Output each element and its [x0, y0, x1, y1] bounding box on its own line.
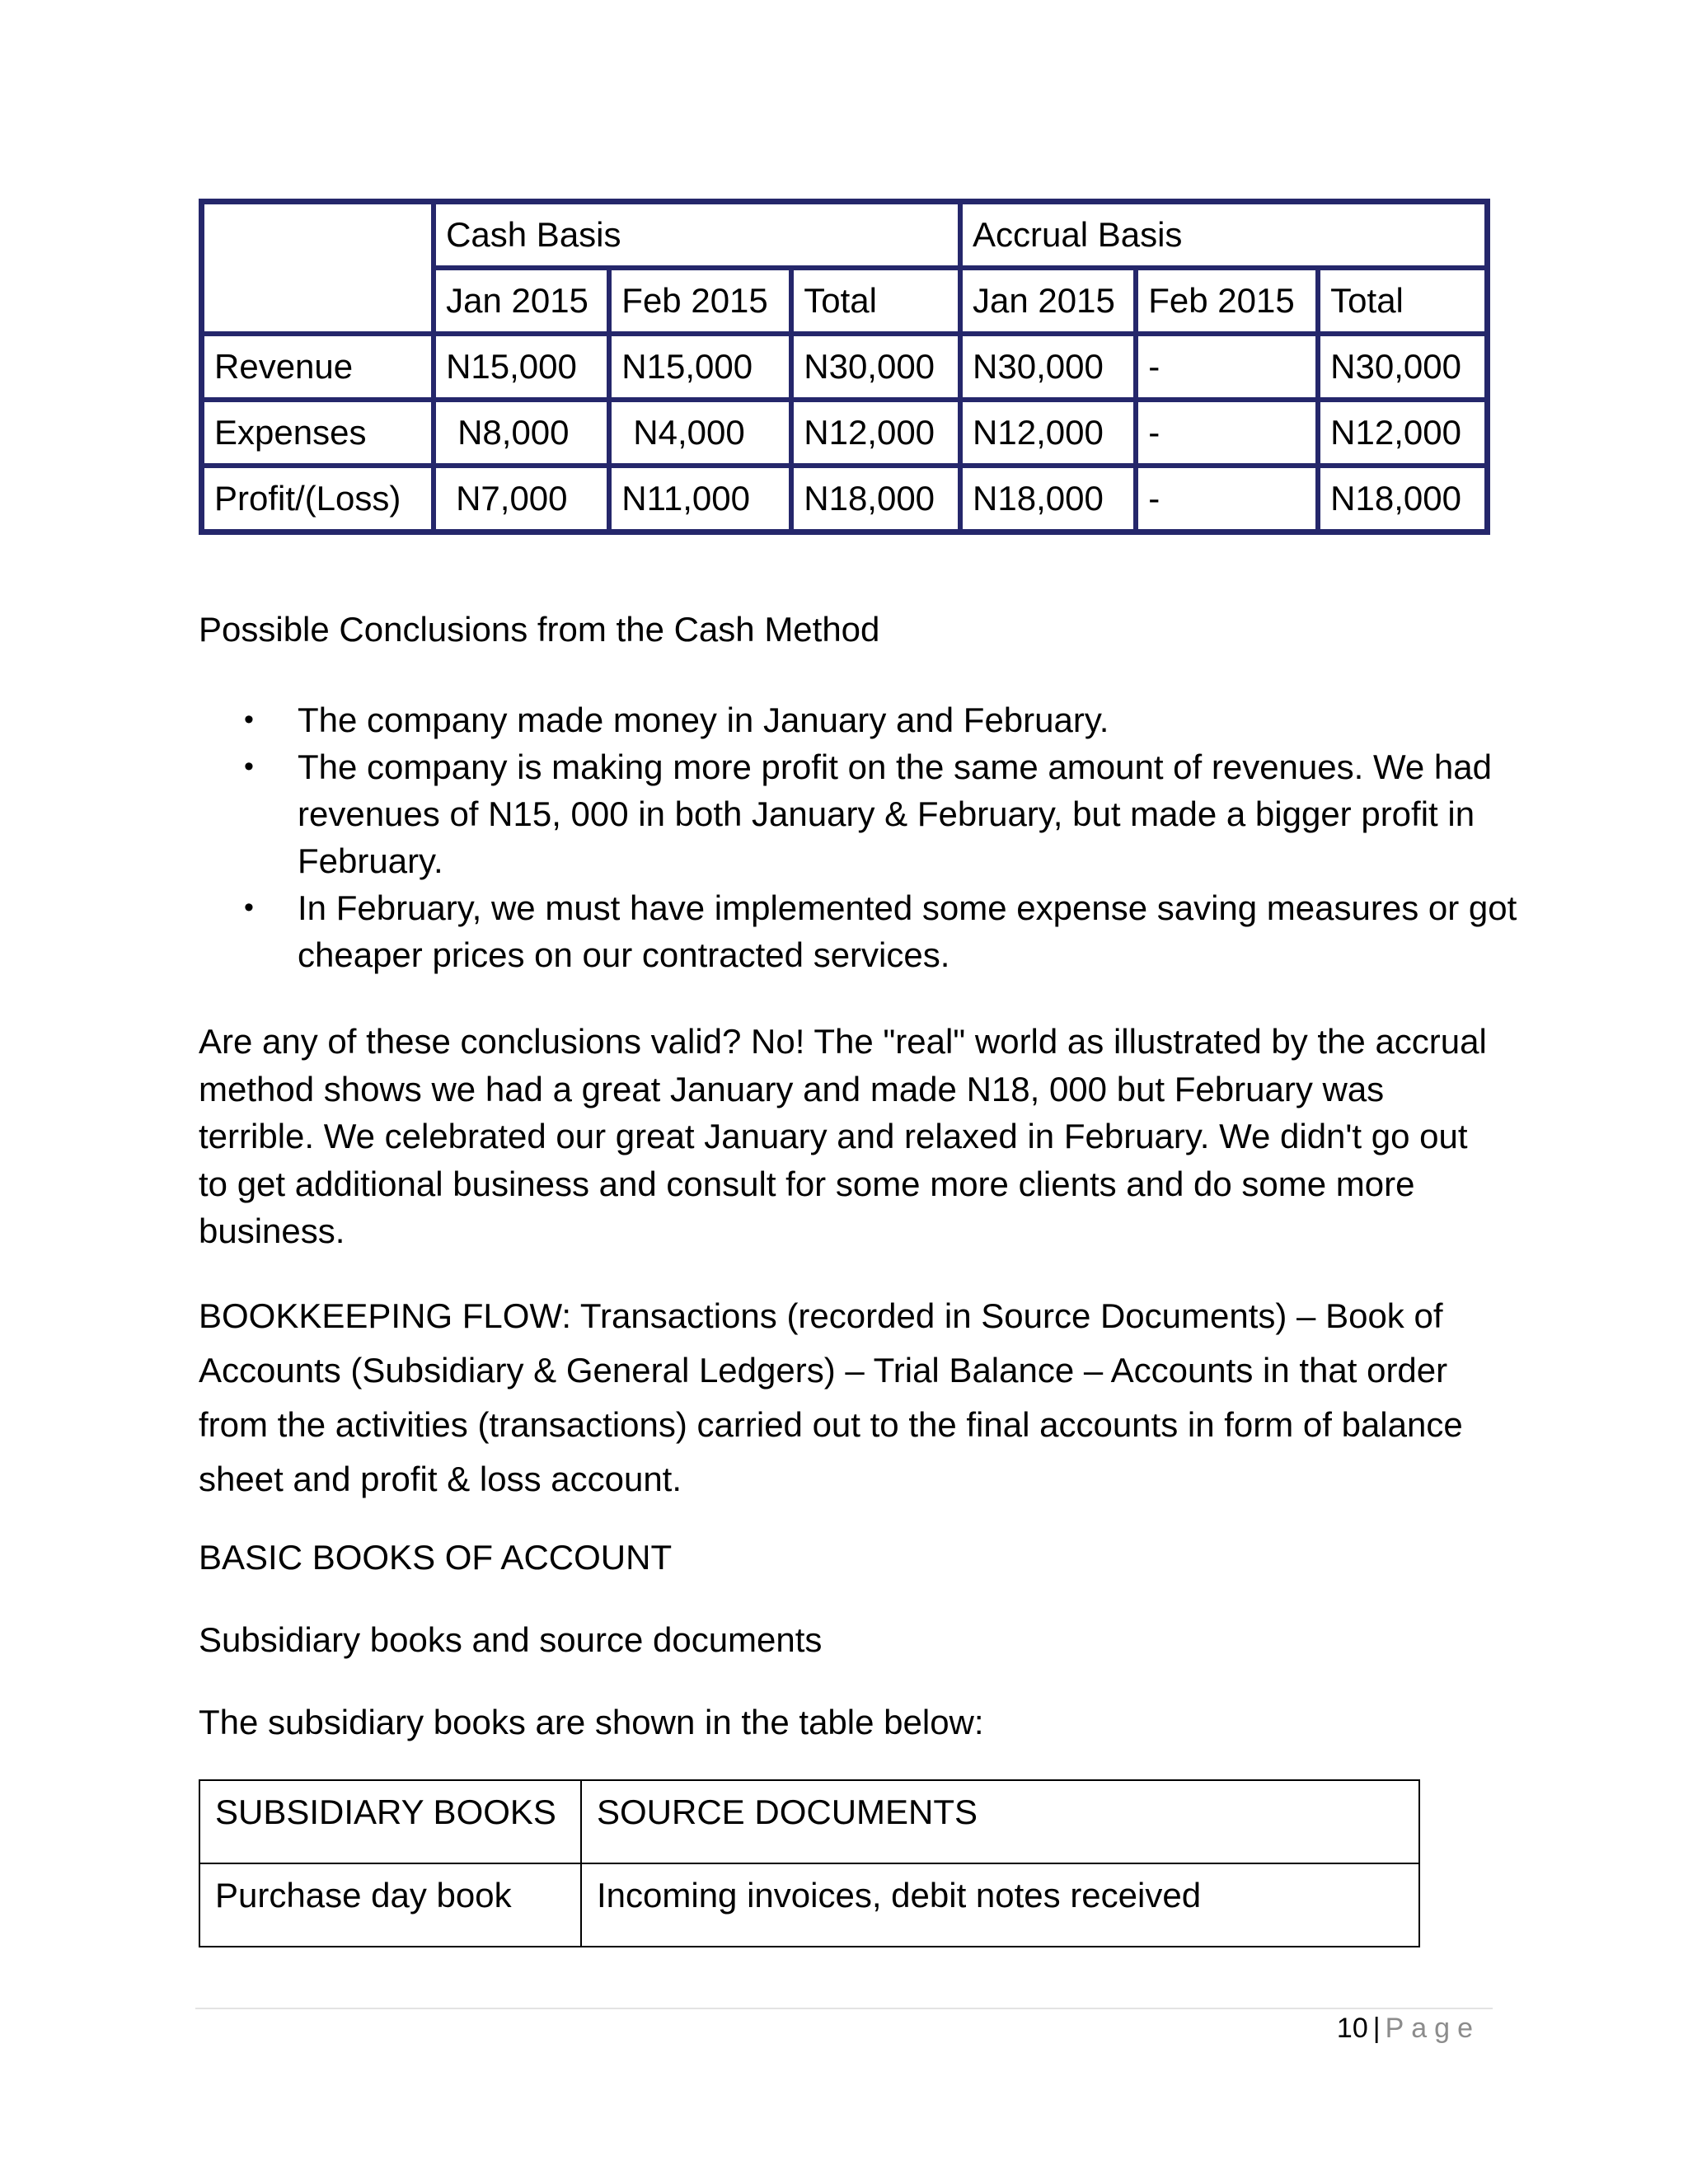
list-item: • The company made money in January and February. [298, 696, 1592, 743]
page-footer [1337, 2013, 1480, 2045]
subsidiary-books-table [199, 1779, 1420, 1947]
table-header-row [202, 202, 1487, 268]
table-cell: Incoming invoices, debit notes received [581, 1863, 1419, 1947]
table-row-expenses [202, 400, 1487, 466]
table-cell: N18,000 [791, 466, 960, 532]
subheader-cell: Total [791, 268, 960, 334]
conclusions-list [199, 696, 1592, 978]
table-cell: N15,000 [609, 334, 791, 400]
row-label: Expenses [202, 400, 434, 466]
table-cell: N18,000 [1318, 466, 1487, 532]
table-cell: N11,000 [609, 466, 791, 532]
table-cell: N8,000 [434, 400, 609, 466]
empty-corner-cell [202, 202, 434, 334]
list-item: • The company is making more profit on the same amount of revenues. We had revenues of N15, 000 in both January & February, but made a bigger profit in February. [298, 743, 1592, 884]
subheader-cell: Jan 2015 [434, 268, 609, 334]
table-cell: N7,000 [434, 466, 609, 532]
page-label: Page [1385, 2013, 1480, 2044]
table-cell: N15,000 [434, 334, 609, 400]
footer-separator: | [1372, 2013, 1381, 2044]
row-label: Profit/(Loss) [202, 466, 434, 532]
table-cell: - [1136, 466, 1318, 532]
accrual-basis-header: Accrual Basis [960, 202, 1487, 268]
subheader-cell: Jan 2015 [960, 268, 1136, 334]
validity-paragraph: Are any of these conclusions valid? No! The "real" world as illustrated by the accrual method shows we had a great January and made N18, 000 but February was terrible. We celebrated our great January and relaxed in February. We didn't go out to get additional business and consult for some more clients and do some more business. [199, 1022, 1487, 1250]
footer-divider [195, 2008, 1493, 2009]
table-cell: N12,000 [791, 400, 960, 466]
table-header-row [199, 1780, 1419, 1863]
subheader-cell: Feb 2015 [609, 268, 791, 334]
list-item: • In February, we must have implemented some expense saving measures or got cheaper prices on our contracted services. [298, 884, 1592, 978]
table-cell: N18,000 [960, 466, 1136, 532]
subheader-cell: Total [1318, 268, 1487, 334]
cash-basis-header: Cash Basis [434, 202, 960, 268]
cash-vs-accrual-table [199, 199, 1490, 535]
table-cell: Purchase day book [199, 1863, 581, 1947]
table-cell: N30,000 [1318, 334, 1487, 400]
column-header: SOURCE DOCUMENTS [581, 1780, 1419, 1863]
table-intro-text: The subsidiary books are shown in the table below: [199, 1703, 984, 1741]
table-row [199, 1863, 1419, 1947]
subsidiary-heading: Subsidiary books and source documents [199, 1620, 823, 1659]
bookkeeping-flow-paragraph: BOOKKEEPING FLOW: Transactions (recorded in Source Documents) – Book of Accounts (Subsidiary & General Ledgers) – Trial Balance – Accounts in that order from the activities (transactions) carried out to the final accounts in form of balance sheet and profit & loss account. [199, 1296, 1463, 1498]
basic-books-heading: BASIC BOOKS OF ACCOUNT [199, 1538, 673, 1577]
page-number: 10 [1336, 2013, 1368, 2044]
table-cell: N30,000 [791, 334, 960, 400]
column-header: SUBSIDIARY BOOKS [199, 1780, 581, 1863]
conclusions-heading: Possible Conclusions from the Cash Method [199, 610, 880, 649]
table-cell: N30,000 [960, 334, 1136, 400]
table-row-revenue [202, 334, 1487, 400]
row-label: Revenue [202, 334, 434, 400]
table-row-profit [202, 466, 1487, 532]
table-cell: - [1136, 400, 1318, 466]
table-cell: - [1136, 334, 1318, 400]
table-cell: N12,000 [960, 400, 1136, 466]
subheader-cell: Feb 2015 [1136, 268, 1318, 334]
table-cell: N12,000 [1318, 400, 1487, 466]
table-cell: N4,000 [609, 400, 791, 466]
